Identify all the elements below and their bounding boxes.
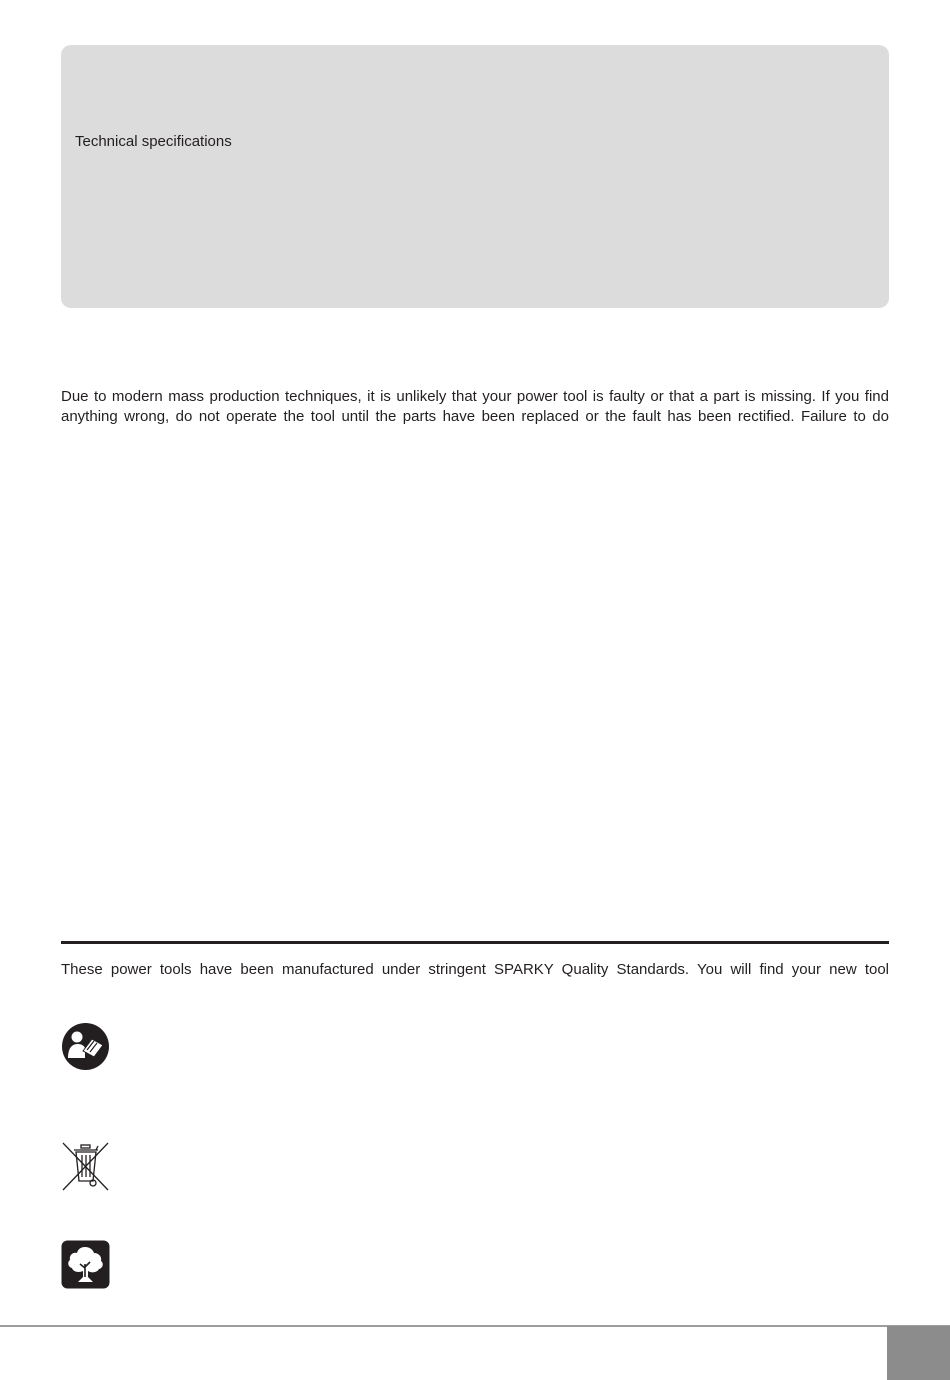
quality-paragraph-line-1: These power tools have been manufactured under stringent SPARKY Quality Standards. You will find your new tool xyxy=(61,961,889,978)
intro-paragraph-line-1: Due to modern mass production techniques, it is unlikely that your power tool is faulty or that a part is missing. If you find xyxy=(61,388,889,405)
tree-environment-icon xyxy=(61,1240,110,1289)
spec-box-title: Technical specifications xyxy=(75,133,232,150)
intro-paragraph-line-2: anything wrong, do not operate the tool until the parts have been replaced or the fault has been rectified. Failure to do xyxy=(61,408,889,425)
section-divider xyxy=(61,941,889,944)
technical-specifications-box xyxy=(61,45,889,308)
crossed-out-wheelie-bin-icon xyxy=(61,1142,110,1191)
read-manual-icon xyxy=(61,1022,110,1071)
footer-rule xyxy=(0,1325,950,1327)
page-number-tab xyxy=(887,1326,950,1380)
